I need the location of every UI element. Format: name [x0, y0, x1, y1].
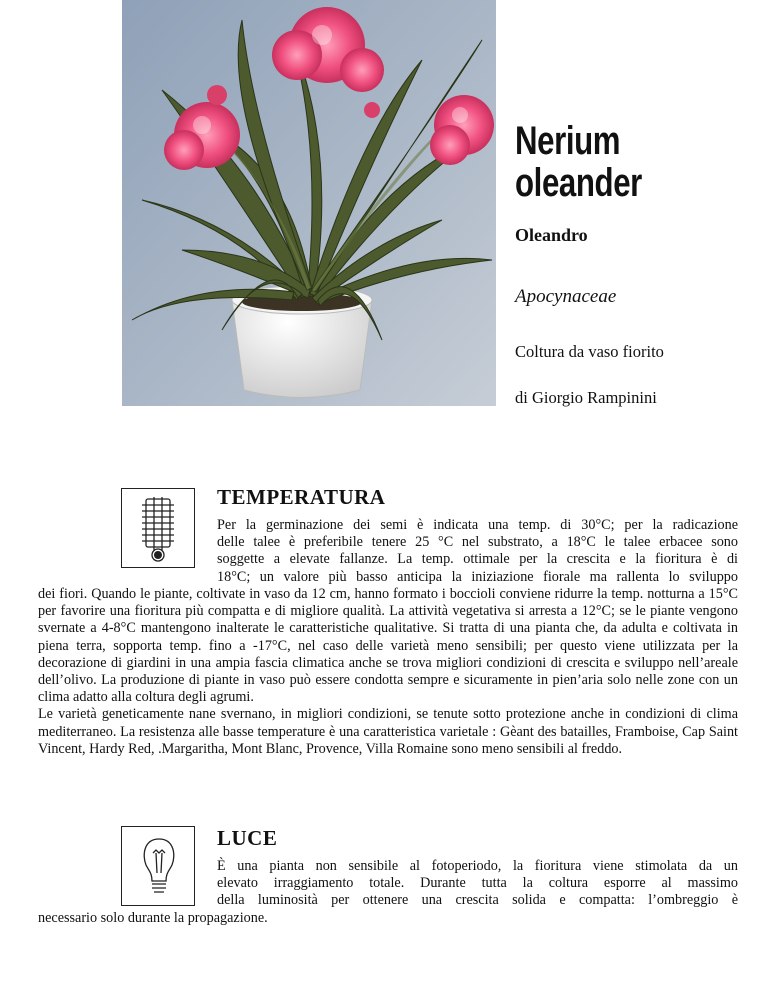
species-title-line1: Nerium	[515, 119, 621, 163]
family-name: Apocynaceae	[515, 286, 617, 307]
temperatura-line: soggette a elevate fallanze. La temp. ottimale per la crescita e la fioritura è di	[217, 551, 738, 568]
common-name: Oleandro	[515, 225, 588, 245]
luce-line: È una pianta non sensibile al fotoperiodo, la fioritura viene stimolata da un	[217, 858, 738, 874]
luce-line: della luminosità per ottenere una crescita solida e compatta: l’ombreggio è	[217, 892, 738, 909]
temperatura-intro	[217, 517, 738, 586]
species-title	[515, 120, 755, 204]
oleander-plant-photo	[122, 0, 496, 406]
light-bulb-icon	[121, 826, 195, 906]
species-title-line2: oleander	[515, 161, 642, 205]
section-title-luce: LUCE	[217, 826, 278, 850]
culture-type: Coltura da vaso fiorito	[515, 342, 664, 361]
temperatura-paragraph-1: dei fiori. Quando le piante, coltivate in vaso da 12 cm, hanno formato i boccioli conviene ridurre la temp. notturna a 15°C per favorire una fioritura più compatta e di migliore qualità. La attività vegetativa si arresta a 12°C; se le piante vengono svernate a 4-8°C mantengono inalterate le caratteristiche qualitative. Si tratta di una pianta che, da adulta e coltivata in piena terra, sopporta temp. fino a -17°C, nel caso delle varietà meno sensibili; per questo viene utilizzata per la decorazione di giardini in una ampia fascia climatica anche se trova migliori condizioni di crescita e sviluppo nell’areale dell’olivo. La produzione di piante in vaso può essere condotta sempre e sicuramente in pien’aria solo nelle zone con un clima adatto alla coltura degli agrumi.	[38, 586, 738, 706]
temperatura-line: delle talee è preferibile tenere 25 °C nel substrato, a 18°C le talee erbacee sono	[217, 534, 738, 551]
temperatura-body	[38, 586, 738, 758]
luce-line: elevato irraggiamento totale. Durante tutta la coltura esporre al massimo	[217, 875, 738, 892]
luce-body	[38, 910, 738, 927]
section-title-temperatura: TEMPERATURA	[217, 485, 386, 509]
temperatura-line: Per la germinazione dei semi è indicata una temp. di 30°C; per la radicazione	[217, 517, 738, 533]
luce-paragraph: necessario solo durante la propagazione.	[38, 910, 268, 926]
thermometer-icon	[121, 488, 195, 568]
luce-intro	[217, 858, 738, 910]
author-line: di Giorgio Rampinini	[515, 388, 657, 407]
temperatura-paragraph-2: Le varietà geneticamente nane svernano, in migliori condizioni, se tenute sotto protezione anche in condizioni di clima mediterraneo. La resistenza alle basse temperature è una caratteristica varietale : Gèant des batailles, Framboise, Cap Saint Vincent, Hardy Red, .Margaritha, Mont Blanc, Provence, Villa Romaine sono meno sensibili al freddo.	[38, 706, 738, 757]
temperatura-line: 18°C; un valore più basso anticipa la iniziazione fiorale ma rallenta lo sviluppo	[217, 568, 738, 585]
